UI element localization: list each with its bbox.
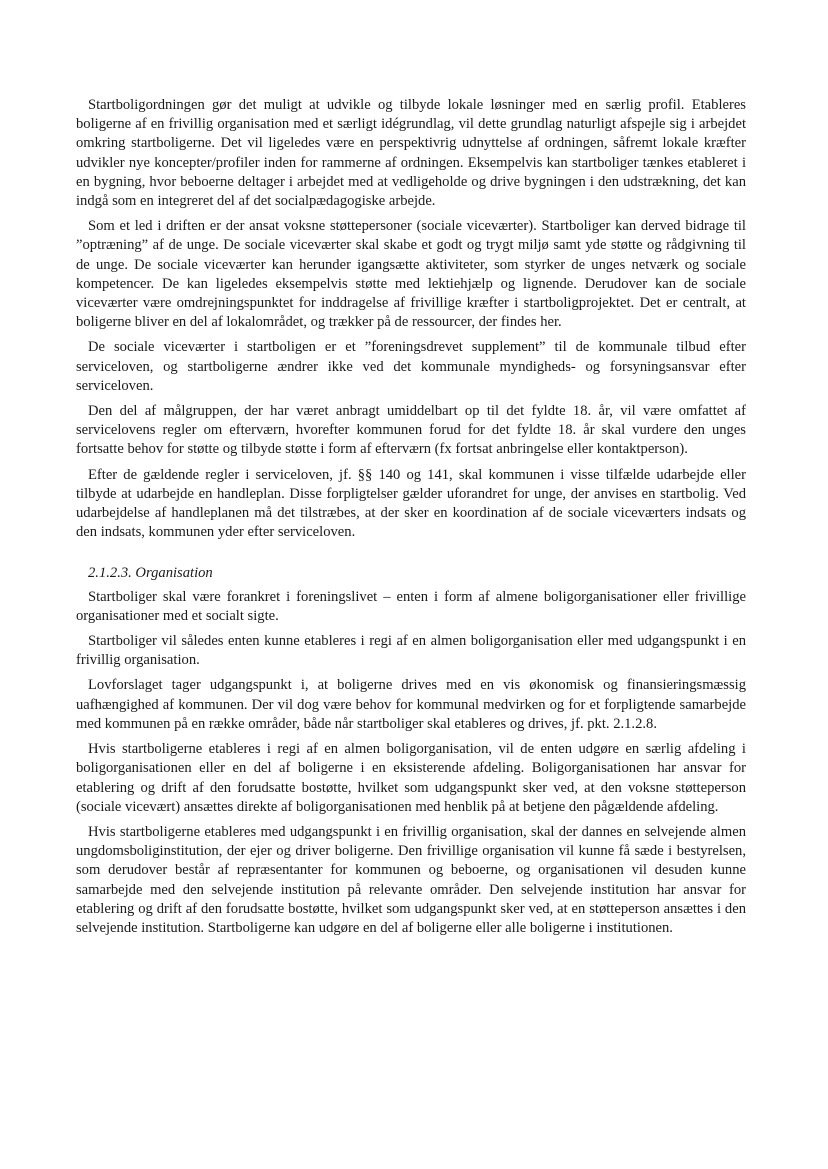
body-paragraph: Lovforslaget tager udgangspunkt i, at boligerne drives med en vis økonomisk og finansieringsmæssig uafhængighed af kommunen. Der vil dog være behov for kommunal medvirken og for et forpligtende samarbejde med kommunen på en række områder, både når startboliger skal etableres og drives, jf. pkt. 2.1.2.8.: [76, 677, 746, 732]
body-paragraph: Som et led i driften er der ansat voksne støttepersoner (sociale viceværter). Startboliger kan derved bidrage til ”optræning” af de unge. De sociale viceværter skal skabe et godt og trygt miljø samt yde støtte og rådgivning til de unge. De sociale viceværter kan herunder igangsætte aktiviteter, som styrker de unges netværk og sociale kompetencer. De kan ligeledes eksempelvis støtte med lektiehjælp og lignende. Derudover kan de sociale viceværter være omdrejningspunktet for inddragelse af frivillige kræfter i startboligprojektet. Det er centralt, at boligerne bliver en del af lokalområdet, og trækker på de ressourcer, der findes her.: [76, 218, 746, 331]
body-paragraph: Hvis startboligerne etableres i regi af en almen boligorganisation, vil de enten udgøre en særlig afdeling i boligorganisationen eller en del af boligerne i en eksisterende afdeling. Boligorganisationen har ansvar for etablering og drift af den forudsatte bostøtte, hvilket som udgangspunkt sker ved, at den voksne støtteperson (sociale vicevært) ansættes direkte af boligorganisationen med henblik på at betjene den pågældende afdeling.: [76, 741, 746, 815]
body-paragraph: Startboliger skal være forankret i foreningslivet – enten i form af almene boligorganisationer eller frivillige organisationer med et socialt sigte.: [76, 588, 746, 624]
body-paragraph: Efter de gældende regler i serviceloven, jf. §§ 140 og 141, skal kommunen i visse tilfælde udarbejde eller tilbyde at udarbejde en handleplan. Disse forpligtelser gælder uforandret for unge, der anvises en startbolig. Ved udarbejdelse af handleplanen må det tilstræbes, at der sker en koordination af de sociale viceværters indsats og den indsats, kommunen yder efter serviceloven.: [76, 466, 746, 541]
body-paragraph: De sociale viceværter i startboligen er et ”foreningsdrevet supplement” til de kommunale tilbud efter serviceloven, og startboligerne ændrer ikke ved det kommunale myndigheds- og forsyningsansvar efter serviceloven.: [76, 339, 746, 394]
body-paragraph: Startboliger vil således enten kunne etableres i regi af en almen boligorganisation eller med udgangspunkt i en frivillig organisation.: [76, 633, 746, 669]
body-paragraph: Startboligordningen gør det muligt at udvikle og tilbyde lokale løsninger med en særlig profil. Etableres boligerne af en frivillig organisation med et særligt idégrundlag, vil dette grundlag naturligt afspejle sig i arbejdet omkring startboligerne. Det vil ligeledes være en perspektivrig udnyttelse af ordningen, såfremt lokale kræfter udvikler nye koncepter/profiler inden for rammerne af ordningen. Eksempelvis kan startboliger tænkes etableret i en bygning, hvor beboerne deltager i arbejdet med at vedligeholde og drive bygningen i den udstrækning, det kan indgå som en integreret del af det socialpædagogiske arbejde.: [76, 97, 746, 210]
section-heading: 2.1.2.3. Organisation: [88, 565, 213, 582]
document-page: [76, 96, 746, 944]
body-paragraph: Hvis startboligerne etableres med udgangspunkt i en frivillig organisation, skal der dannes en selvejende almen ungdomsboliginstitution, der ejer og driver boligerne. Den frivillige organisation vil kunne få sæde i bestyrelsen, som derudover består af repræsentanter for kommunen og beboerne, og organisationen vil desuden kunne samarbejde med den selvejende institution på relevante områder. Den selvejende institution har ansvar for etablering og drift af den forudsatte bostøtte, hvilket som udgangspunkt sker ved, at en støtteperson ansættes i den selvejende institution. Startboligerne kan udgøre en del af boligerne eller alle boligerne i institutionen.: [76, 823, 746, 936]
body-paragraph: Den del af målgruppen, der har været anbragt umiddelbart op til det fyldte 18. år, vil være omfattet af servicelovens regler om efterværn, hvorefter kommunen forud for det fyldte 18. år skal vurdere den unges fortsatte behov for støtte og tilbyde støtte i form af efterværn (fx fortsat anbringelse eller kontaktperson).: [76, 403, 746, 458]
